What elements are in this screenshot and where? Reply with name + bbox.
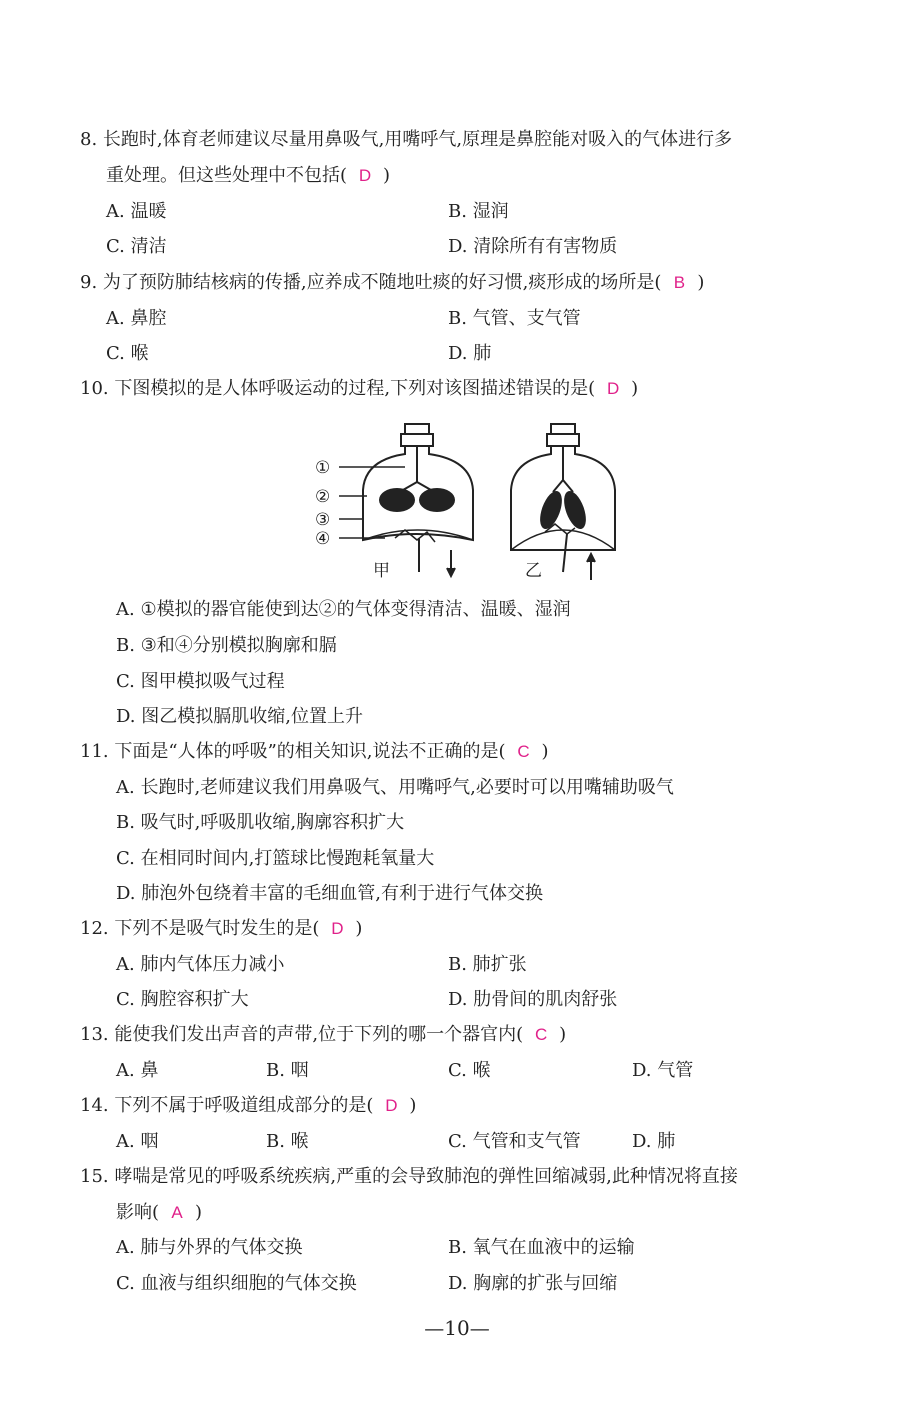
- q13-option-b: B. 咽: [266, 1060, 309, 1081]
- q13-answer: C: [534, 1025, 548, 1044]
- q12-number: 12.: [80, 918, 109, 939]
- q12-close-paren: ): [355, 918, 363, 939]
- q8-option-b: B. 湿润: [448, 201, 509, 222]
- q15-option-d: D. 胸廓的扩张与回缩: [448, 1273, 618, 1294]
- q13-stem: [80, 1023, 566, 1047]
- q8-option-a: A. 温暖: [106, 201, 167, 222]
- q9-close-paren: ): [697, 272, 705, 293]
- q15-option-a: A. 肺与外界的气体交换: [116, 1237, 303, 1258]
- q14-option-d: D. 肺: [632, 1131, 676, 1152]
- q14-option-b: B. 喉: [266, 1131, 309, 1152]
- q13-number: 13.: [80, 1024, 109, 1045]
- q9-number: 9.: [80, 272, 98, 293]
- q8-stem-text2: 重处理。但这些处理中不包括(: [106, 165, 348, 186]
- q8-close-paren: ): [383, 165, 391, 186]
- q10-option-b: B. ③和④分别模拟胸廓和膈: [116, 635, 337, 656]
- q12-answer: D: [331, 919, 344, 938]
- q9-stem: [80, 271, 704, 295]
- q15-stem-text2: 影响(: [116, 1202, 160, 1223]
- q14-close-paren: ): [409, 1095, 417, 1116]
- q8-option-d: D. 清除所有有害物质: [448, 236, 618, 257]
- q15-option-c: C. 血液与组织细胞的气体交换: [116, 1273, 357, 1294]
- left-stopper: [401, 434, 433, 446]
- q9-option-c: C. 喉: [106, 343, 149, 364]
- q13-stem-text: 能使我们发出声音的声带,位于下列的哪一个器官内(: [114, 1024, 524, 1045]
- left-stopper-cap: [405, 424, 429, 434]
- q11-option-a: A. 长跑时,老师建议我们用鼻吸气、用嘴呼气,必要时可以用嘴辅助吸气: [116, 777, 674, 798]
- q9-option-b: B. 气管、支气管: [448, 308, 581, 329]
- right-stopper: [547, 434, 579, 446]
- label-2: ②: [315, 487, 331, 507]
- q10-stem: [80, 377, 638, 401]
- page-number: —10—: [424, 1316, 490, 1340]
- q12-stem: [80, 917, 362, 941]
- right-string: [563, 534, 567, 572]
- q14-option-a: A. 咽: [116, 1131, 159, 1152]
- q15-number: 15.: [80, 1166, 109, 1187]
- label-4: ④: [315, 529, 331, 549]
- q14-stem-text: 下列不属于呼吸道组成部分的是(: [114, 1095, 374, 1116]
- q8-stem-line2: [106, 164, 390, 188]
- caption-jia: 甲: [373, 561, 390, 581]
- q12-option-b: B. 肺扩张: [448, 954, 527, 975]
- q15-close-paren: ): [195, 1202, 203, 1223]
- q10-option-c: C. 图甲模拟吸气过程: [116, 671, 285, 692]
- q10-number: 10.: [80, 378, 109, 399]
- q14-number: 14.: [80, 1095, 109, 1116]
- q14-answer: D: [385, 1096, 398, 1115]
- q12-option-a: A. 肺内气体压力减小: [116, 954, 285, 975]
- q10-answer: D: [606, 379, 620, 398]
- q10-option-d: D. 图乙模拟膈肌收缩,位置上升: [116, 706, 363, 727]
- q15-option-b: B. 氧气在血液中的运输: [448, 1237, 635, 1258]
- q11-answer: C: [517, 742, 530, 761]
- q13-close-paren: ): [559, 1024, 567, 1045]
- q8-stem-line1: [80, 128, 732, 152]
- q11-option-c: C. 在相同时间内,打篮球比慢跑耗氧量大: [116, 848, 435, 869]
- q10-close-paren: ): [631, 378, 639, 399]
- q8-number: 8.: [80, 129, 98, 150]
- breathing-model-svg: [305, 410, 623, 585]
- right-jar-lung-right: [560, 488, 591, 532]
- left-jar-lung-right: [419, 488, 455, 512]
- q11-number: 11.: [80, 741, 109, 762]
- q15-answer: A: [171, 1203, 183, 1222]
- label-3: ③: [315, 510, 331, 530]
- q11-stem-text: 下面是“人体的呼吸”的相关知识,说法不正确的是(: [114, 741, 506, 762]
- q13-option-d: D. 气管: [632, 1060, 694, 1081]
- breathing-model-figure: [305, 410, 623, 585]
- q11-close-paren: ): [541, 741, 549, 762]
- q8-answer: D: [358, 166, 372, 185]
- caption-yi: 乙: [525, 561, 542, 581]
- q12-option-c: C. 胸腔容积扩大: [116, 989, 249, 1010]
- right-jar-lung-left: [536, 488, 567, 532]
- q8-stem-text: 长跑时,体育老师建议尽量用鼻吸气,用嘴呼气,原理是鼻腔能对吸入的气体进行多: [102, 129, 733, 150]
- q13-option-c: C. 喉: [448, 1060, 491, 1081]
- q9-stem-text: 为了预防肺结核病的传播,应养成不随地吐痰的好习惯,痰形成的场所是(: [102, 272, 662, 293]
- label-1: ①: [315, 458, 331, 478]
- q14-option-c: C. 气管和支气管: [448, 1131, 581, 1152]
- left-jar-lung-left: [379, 488, 415, 512]
- q11-option-b: B. 吸气时,呼吸肌收缩,胸廓容积扩大: [116, 812, 405, 833]
- q11-option-d: D. 肺泡外包绕着丰富的毛细血管,有利于进行气体交换: [116, 883, 543, 904]
- q12-option-d: D. 肋骨间的肌肉舒张: [448, 989, 618, 1010]
- q9-option-d: D. 肺: [448, 343, 492, 364]
- q15-stem-line2: [116, 1201, 202, 1225]
- q11-stem: [80, 740, 549, 764]
- q15-stem-line1: [80, 1165, 738, 1189]
- q9-option-a: A. 鼻腔: [106, 308, 167, 329]
- q10-option-a: A. ①模拟的器官能使到达②的气体变得清洁、温暖、湿润: [116, 599, 571, 620]
- right-stopper-cap: [551, 424, 575, 434]
- q10-stem-text: 下图模拟的是人体呼吸运动的过程,下列对该图描述错误的是(: [114, 378, 596, 399]
- q14-stem: [80, 1094, 416, 1118]
- q13-option-a: A. 鼻: [116, 1060, 159, 1081]
- q8-option-c: C. 清洁: [106, 236, 167, 257]
- q12-stem-text: 下列不是吸气时发生的是(: [114, 918, 320, 939]
- q15-stem-text: 哮喘是常见的呼吸系统疾病,严重的会导致肺泡的弹性回缩减弱,此种情况将直接: [114, 1166, 738, 1187]
- q9-answer: B: [673, 273, 686, 292]
